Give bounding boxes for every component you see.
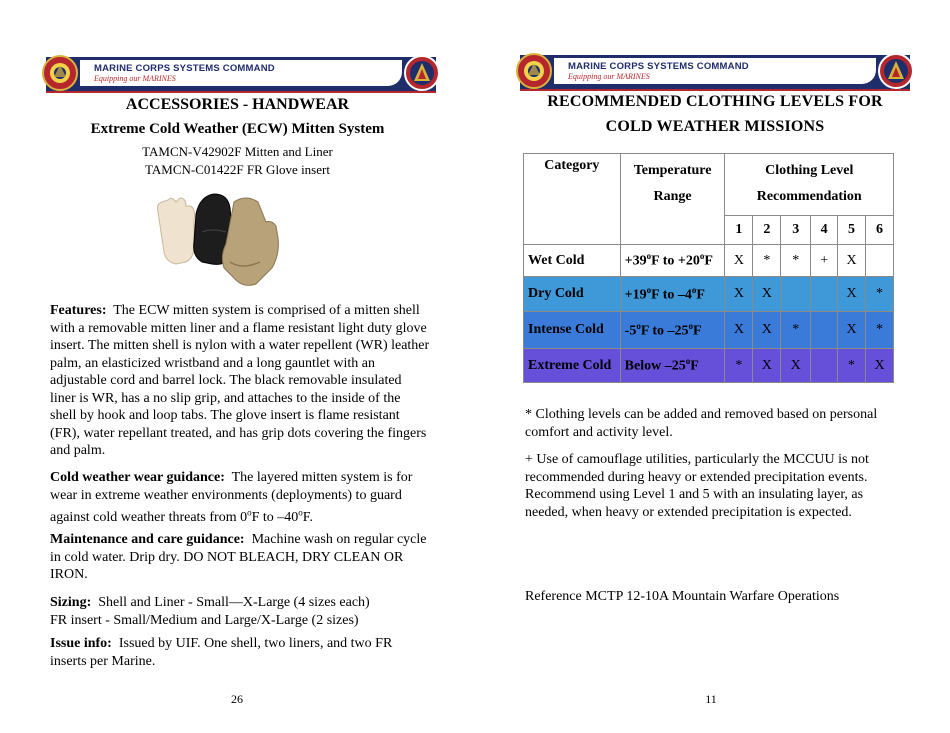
cold-weather-guidance-paragraph xyxy=(50,469,430,526)
level-cell: * xyxy=(866,312,894,349)
maintenance-paragraph xyxy=(50,531,430,584)
features-label: Features: xyxy=(50,303,107,318)
footnote-asterisk: * Clothing levels can be added and removed based on personal comfort and activity level. xyxy=(525,407,878,440)
table-title-line-1: RECOMMENDED CLOTHING LEVELS FOR xyxy=(547,93,883,110)
mitten-system-photo xyxy=(150,192,300,288)
sizing-text: Shell and Liner - Small—X-Large (4 sizes each) xyxy=(98,595,370,610)
footnote-plus: + Use of camouflage utilities, particularly the MCCUU is not recommended during heavy or extended precipitation events. Recommend using Level 1 and 5 with an insulating layer, as needed, when heavy or extended precipitation is expected. xyxy=(525,452,869,520)
range-cell: $+39^oF$ to $+20^oF$ xyxy=(620,245,725,277)
level-cell xyxy=(811,312,838,349)
level-cell xyxy=(811,349,838,383)
level-cell: X xyxy=(725,312,753,349)
guidance-text: The layered mitten system is for wear in extreme weather environments (deployments) to guard against cold weather threats from 0$^o$F to –40$^o$F. xyxy=(50,470,413,525)
table-row-intense-cold xyxy=(524,312,894,349)
tamcn-line-2: TAMCN-C01422F FR Glove insert xyxy=(145,162,330,177)
range-cell: $+19^oF$ to –4$^o$F xyxy=(620,277,725,312)
clothing-level-table xyxy=(523,153,894,383)
level-cell: X xyxy=(725,277,753,312)
level-cell: X xyxy=(753,349,781,383)
level-cell: X xyxy=(838,245,866,277)
level-cell: * xyxy=(838,349,866,383)
header-level-line2: Recommendation xyxy=(756,189,862,204)
sizing-paragraph xyxy=(50,594,430,629)
header-level-line1: Clothing Level xyxy=(765,163,854,178)
sizing-label: Sizing: xyxy=(50,595,92,610)
category-cell: Dry Cold xyxy=(524,277,621,312)
category-cell: Extreme Cold xyxy=(524,349,621,383)
category-cell: Wet Cold xyxy=(524,245,621,277)
header-banner xyxy=(520,55,910,91)
level-header: 1 xyxy=(725,215,753,244)
item-title: Extreme Cold Weather (ECW) Mitten System xyxy=(90,121,385,137)
guidance-label: Cold weather wear guidance: xyxy=(50,470,225,485)
level-cell xyxy=(866,245,894,277)
maintenance-label: Maintenance and care guidance: xyxy=(50,532,245,547)
header-category xyxy=(524,154,621,245)
level-cell: * xyxy=(725,349,753,383)
right-page xyxy=(475,0,950,733)
range-cell: Below –25$^o$F xyxy=(620,349,725,383)
level-cell: X xyxy=(753,277,781,312)
header-strip xyxy=(554,58,876,84)
level-cell: + xyxy=(811,245,838,277)
level-header: 4 xyxy=(811,215,838,244)
level-cell: * xyxy=(781,312,811,349)
section-title: ACCESSORIES - HANDWEAR xyxy=(125,96,350,113)
level-cell xyxy=(811,277,838,312)
level-header: 2 xyxy=(753,215,781,244)
header-org: MARINE CORPS SYSTEMS COMMAND xyxy=(94,63,275,74)
header-tagline: Equipping our MARINES xyxy=(94,74,176,83)
table-row-wet-cold xyxy=(524,245,894,277)
header-strip xyxy=(80,60,402,86)
features-text: The ECW mitten system is comprised of a mitten shell with a removable mitten liner and a flame resistant light duty glove insert. The mitten shell is nylon with a water repellent (WR) leather palm, an elasticized wristband and a long gauntlet with an adjustable cord and barrel lock. The black removable insulated liner is WR, has a no slip grip, and attaches to the inside of the shell by hook and loop tabs. The glove insert is flame resistant (FR), water repellant treated, and has grip dots covering the fingers and palm. xyxy=(50,303,430,458)
header-tagline: Equipping our MARINES xyxy=(568,72,650,81)
sizing-text-2: FR insert - Small/Medium and Large/X-Large (2 sizes) xyxy=(50,612,359,628)
features-paragraph xyxy=(50,302,430,460)
level-cell: X xyxy=(866,349,894,383)
marine-corps-seal-icon xyxy=(42,55,78,91)
header-temperature-line1: Temperature xyxy=(633,163,712,178)
level-cell: X xyxy=(725,245,753,277)
table-row-dry-cold xyxy=(524,277,894,312)
level-cell: * xyxy=(866,277,894,312)
level-cell: * xyxy=(781,245,811,277)
level-cell: X xyxy=(753,312,781,349)
level-cell xyxy=(781,277,811,312)
header-category-label: Category xyxy=(544,158,600,173)
tamcn-line-1: TAMCN-V42902F Mitten and Liner xyxy=(142,144,333,159)
command-emblem-icon xyxy=(878,53,914,89)
maintenance-text: Machine wash on regular cycle in cold water. Drip dry. DO NOT BLEACH, DRY CLEAN OR IRON. xyxy=(50,532,427,582)
reference-line: Reference MCTP 12-10A Mountain Warfare Operations xyxy=(525,589,840,604)
category-cell: Intense Cold xyxy=(524,312,621,349)
level-cell: X xyxy=(838,277,866,312)
command-emblem-icon xyxy=(404,55,440,91)
table-row-extreme-cold xyxy=(524,349,894,383)
range-cell: -5$^o$F to –25$^o$F xyxy=(620,312,725,349)
level-header: 3 xyxy=(781,215,811,244)
marine-corps-seal-icon xyxy=(516,53,552,89)
issue-info-paragraph xyxy=(50,635,430,670)
issue-label: Issue info: xyxy=(50,636,112,651)
header-clothing-level xyxy=(725,154,894,216)
header-temperature xyxy=(620,154,725,245)
header-temperature-line2: Range xyxy=(653,189,692,204)
level-header: 6 xyxy=(866,215,894,244)
header-banner xyxy=(46,57,436,93)
header-org: MARINE CORPS SYSTEMS COMMAND xyxy=(568,61,749,72)
page-number: 11 xyxy=(705,692,717,706)
table-title-line-2: COLD WEATHER MISSIONS xyxy=(605,118,825,135)
level-header: 5 xyxy=(838,215,866,244)
level-cell: X xyxy=(838,312,866,349)
level-cell: X xyxy=(781,349,811,383)
issue-text: Issued by UIF. One shell, two liners, and two FR inserts per Marine. xyxy=(50,636,393,669)
page-number: 26 xyxy=(231,692,243,706)
level-cell: * xyxy=(753,245,781,277)
